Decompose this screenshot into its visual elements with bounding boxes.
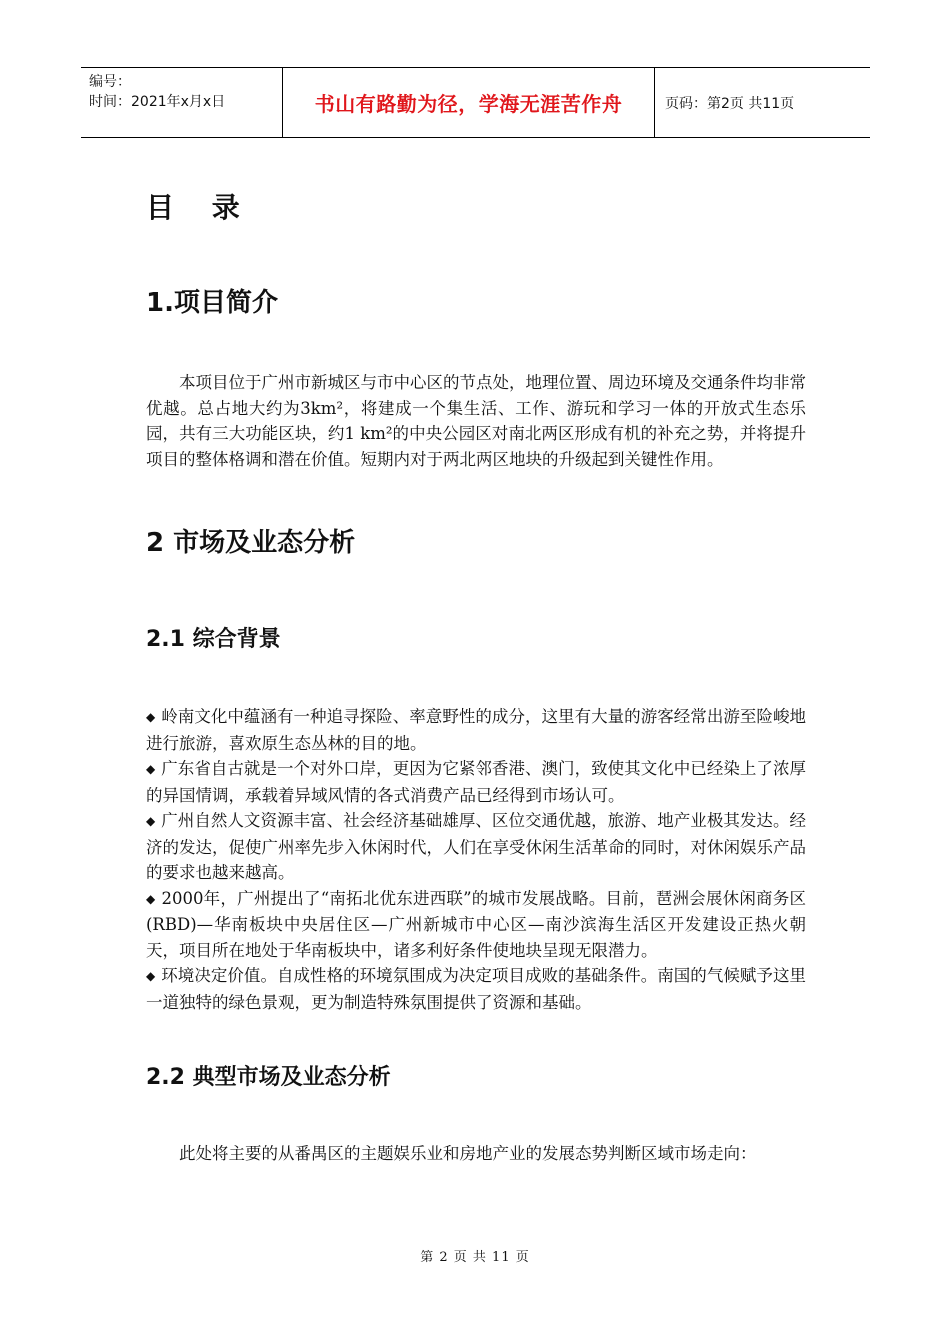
toc-title: 目 录 xyxy=(146,191,254,224)
diamond-icon: ◆ xyxy=(146,814,156,828)
bullet-item: ◆ 广州自然人文资源丰富、社会经济基础雄厚、区位交通优越，旅游、地产业极其发达。经济的发达，促使广州率先步入休闲时代，人们在享受休闲生活革命的同时，对休闲娱乐产品的要求也越来越高。 xyxy=(146,811,806,882)
section1-paragraph: 本项目位于广州市新城区与市中心区的节点处，地理位置、周边环境及交通条件均非常优越。总占地大约为3km²，将建成一个集生活、工作、游玩和学习一体的开放式生态乐园，共有三大功能区块，约1 km²的中央公园区对南北两区形成有机的补充之势，并将提升项目的整体格调和潜在价值。短期内对于两北两区地块的升级起到关键性作用。 xyxy=(146,373,806,469)
diamond-icon: ◆ xyxy=(146,969,156,983)
background-bullet-list xyxy=(146,704,806,1015)
bullet-item: ◆ 广东省自古就是一个对外口岸，更因为它紧邻香港、澳门，致使其文化中已经染上了浓厚的异国情调，承载着异域风情的各式消费产品已经得到市场认可。 xyxy=(146,759,806,805)
header-page-cell xyxy=(655,68,870,137)
diamond-icon: ◆ xyxy=(146,762,156,776)
time-label: 时间：2021年x月x日 xyxy=(89,94,226,110)
bullet-item: ◆ 2000年，广州提出了“南拓北优东进西联”的城市发展战略。目前，琶洲会展休闲商务区(RBD)—华南板块中央居住区—广州新城市中心区—南沙滨海生活区开发建设正热火朝天，项目所在地处于华南板块中，诸多利好条件使地块呈现无限潜力。 xyxy=(146,888,806,960)
header-left-cell xyxy=(81,68,283,137)
section2-1-heading: 2.1 综合背景 xyxy=(146,627,281,652)
header-table xyxy=(81,67,870,138)
page-info: 页码：第2页 共11页 xyxy=(665,95,795,112)
number-label: 编号： xyxy=(89,74,131,90)
section2-heading: 2 市场及业态分析 xyxy=(146,528,356,558)
bullet-item: ◆ 环境决定价值。自成性格的环境氛围成为决定项目成败的基础条件。南国的气候赋予这里一道独特的绿色景观，更为制造特殊氛围提供了资源和基础。 xyxy=(146,966,806,1012)
diamond-icon: ◆ xyxy=(146,710,156,724)
diamond-icon: ◆ xyxy=(146,891,156,906)
section1-heading: 1.项目简介 xyxy=(146,288,278,318)
section2-2-heading: 2.2 典型市场及业态分析 xyxy=(146,1065,391,1090)
slogan: 书山有路勤为径，学海无涯苦作舟 xyxy=(314,92,623,116)
bullet-item: ◆ 岭南文化中蕴涵有一种追寻探险、率意野性的成分，这里有大量的游客经常出游至险峻地进行旅游，喜欢原生态丛林的目的地。 xyxy=(146,707,806,753)
header-slogan-cell xyxy=(283,68,655,137)
section2-2-paragraph: 此处将主要的从番禺区的主题娱乐业和房地产业的发展态势判断区域市场走向： xyxy=(179,1144,757,1163)
page-footer: 第 2 页 共 11 页 xyxy=(420,1250,530,1265)
